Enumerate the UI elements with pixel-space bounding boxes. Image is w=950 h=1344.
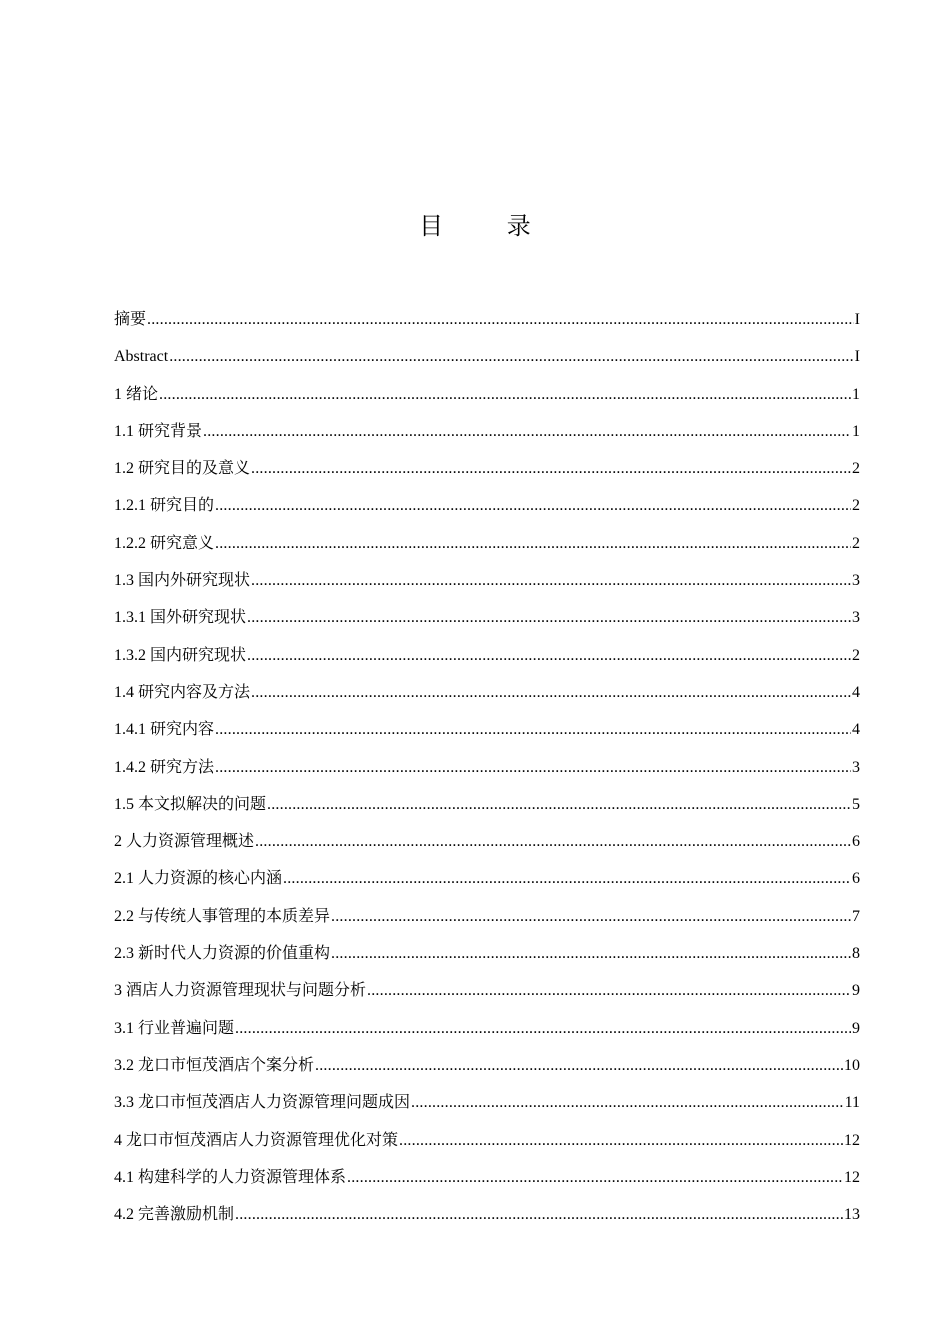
toc-entry[interactable]	[114, 376, 860, 413]
toc-leader-dots	[215, 711, 851, 748]
toc-leader-dots	[331, 935, 851, 972]
toc-entry-label: 1.4 研究内容及方法	[114, 683, 251, 701]
toc-entry[interactable]	[114, 1159, 860, 1196]
toc-entry[interactable]	[114, 1010, 860, 1047]
toc-entry-page: 12	[844, 1131, 860, 1149]
toc-entry-label: 2 人力资源管理概述	[114, 833, 255, 851]
toc-leader-dots	[267, 786, 851, 823]
toc-entry-page: 6	[852, 870, 860, 888]
toc-entry-page: 8	[852, 945, 860, 963]
table-of-contents	[114, 301, 860, 1233]
toc-entry-label: 3.3 龙口市恒茂酒店人力资源管理问题成因	[114, 1094, 411, 1112]
toc-entry-page: 7	[852, 907, 860, 925]
toc-entry-label: 1.3.1 国外研究现状	[114, 609, 247, 627]
page-title: 目 录	[419, 212, 559, 240]
toc-leader-dots	[251, 450, 851, 487]
toc-entry-page: 4	[852, 721, 860, 739]
toc-entry[interactable]	[114, 338, 860, 375]
toc-entry[interactable]	[114, 786, 860, 823]
toc-entry-page: 2	[852, 646, 860, 664]
toc-entry-label: 1.5 本文拟解决的问题	[114, 795, 267, 813]
toc-entry-label: 摘要	[114, 311, 147, 328]
toc-entry-page: 2	[852, 497, 860, 515]
toc-entry[interactable]	[114, 562, 860, 599]
toc-entry-page: 11	[844, 1094, 860, 1112]
toc-entry-page: I	[854, 311, 860, 328]
toc-entry-label: 3 酒店人力资源管理现状与问题分析	[114, 982, 367, 1000]
toc-entry-page: 9	[852, 1019, 860, 1037]
toc-leader-dots	[399, 1122, 843, 1159]
toc-entry[interactable]	[114, 413, 860, 450]
toc-entry-label: 3.2 龙口市恒茂酒店个案分析	[114, 1056, 315, 1074]
toc-entry[interactable]	[114, 711, 860, 748]
toc-leader-dots	[251, 562, 851, 599]
toc-entry[interactable]	[114, 599, 860, 636]
toc-entry-label: 1.4.1 研究内容	[114, 721, 215, 739]
toc-leader-dots	[331, 898, 851, 935]
toc-entry-label: 2.3 新时代人力资源的价值重构	[114, 945, 331, 963]
toc-entry-label: 1.2 研究目的及意义	[114, 460, 251, 478]
toc-leader-dots	[247, 637, 851, 674]
toc-entry-page: 12	[844, 1168, 860, 1186]
toc-entry-label: 3.1 行业普遍问题	[114, 1019, 235, 1037]
toc-entry-label: 1.3.2 国内研究现状	[114, 646, 247, 664]
toc-leader-dots	[215, 525, 851, 562]
toc-entry-page: 3	[852, 609, 860, 627]
toc-entry[interactable]	[114, 1122, 860, 1159]
toc-entry-page: 3	[852, 758, 860, 776]
toc-entry[interactable]	[114, 450, 860, 487]
toc-entry-label: 1.4.2 研究方法	[114, 758, 215, 776]
toc-entry-label: Abstract	[114, 348, 169, 366]
toc-entry-label: 2.1 人力资源的核心内涵	[114, 870, 283, 888]
toc-leader-dots	[255, 823, 851, 860]
toc-entry-page: 2	[852, 534, 860, 552]
toc-leader-dots	[367, 972, 851, 1009]
toc-leader-dots	[159, 376, 851, 413]
toc-leader-dots	[347, 1159, 843, 1196]
toc-leader-dots	[251, 674, 851, 711]
toc-leader-dots	[235, 1010, 851, 1047]
toc-entry[interactable]	[114, 860, 860, 897]
toc-entry[interactable]	[114, 935, 860, 972]
toc-entry[interactable]	[114, 1047, 860, 1084]
toc-entry-page: 10	[844, 1056, 860, 1074]
toc-entry-page: 5	[852, 795, 860, 813]
toc-entry[interactable]	[114, 301, 860, 338]
toc-leader-dots	[169, 338, 853, 375]
toc-entry-label: 4 龙口市恒茂酒店人力资源管理优化对策	[114, 1131, 399, 1149]
toc-entry-label: 4.1 构建科学的人力资源管理体系	[114, 1168, 347, 1186]
toc-entry-page: 13	[844, 1206, 860, 1224]
toc-entry-label: 1 绪论	[114, 385, 159, 403]
toc-entry-page: 1	[852, 422, 860, 440]
toc-leader-dots	[147, 301, 854, 338]
toc-leader-dots	[283, 860, 851, 897]
toc-leader-dots	[215, 487, 851, 524]
toc-entry[interactable]	[114, 637, 860, 674]
toc-entry-label: 1.2.2 研究意义	[114, 534, 215, 552]
toc-entry-label: 1.3 国内外研究现状	[114, 572, 251, 590]
toc-entry-page: 2	[852, 460, 860, 478]
toc-entry[interactable]	[114, 525, 860, 562]
toc-entry-page: 1	[852, 385, 860, 403]
toc-entry[interactable]	[114, 1196, 860, 1233]
toc-entry-page: I	[854, 348, 860, 366]
toc-entry-label: 1.1 研究背景	[114, 422, 203, 440]
toc-entry[interactable]	[114, 823, 860, 860]
toc-leader-dots	[411, 1084, 844, 1121]
toc-entry-label: 4.2 完善激励机制	[114, 1206, 235, 1224]
toc-leader-dots	[215, 749, 851, 786]
toc-entry[interactable]	[114, 898, 860, 935]
toc-entry-page: 3	[852, 572, 860, 590]
toc-leader-dots	[235, 1196, 843, 1233]
toc-entry-label: 2.2 与传统人事管理的本质差异	[114, 907, 331, 925]
toc-leader-dots	[315, 1047, 843, 1084]
toc-entry-page: 6	[852, 833, 860, 851]
toc-entry[interactable]	[114, 972, 860, 1009]
toc-entry[interactable]	[114, 1084, 860, 1121]
toc-entry-page: 4	[852, 683, 860, 701]
toc-entry[interactable]	[114, 749, 860, 786]
toc-entry-page: 9	[852, 982, 860, 1000]
toc-entry-label: 1.2.1 研究目的	[114, 497, 215, 515]
toc-leader-dots	[203, 413, 851, 450]
toc-entry[interactable]	[114, 674, 860, 711]
toc-leader-dots	[247, 599, 851, 636]
toc-entry[interactable]	[114, 487, 860, 524]
